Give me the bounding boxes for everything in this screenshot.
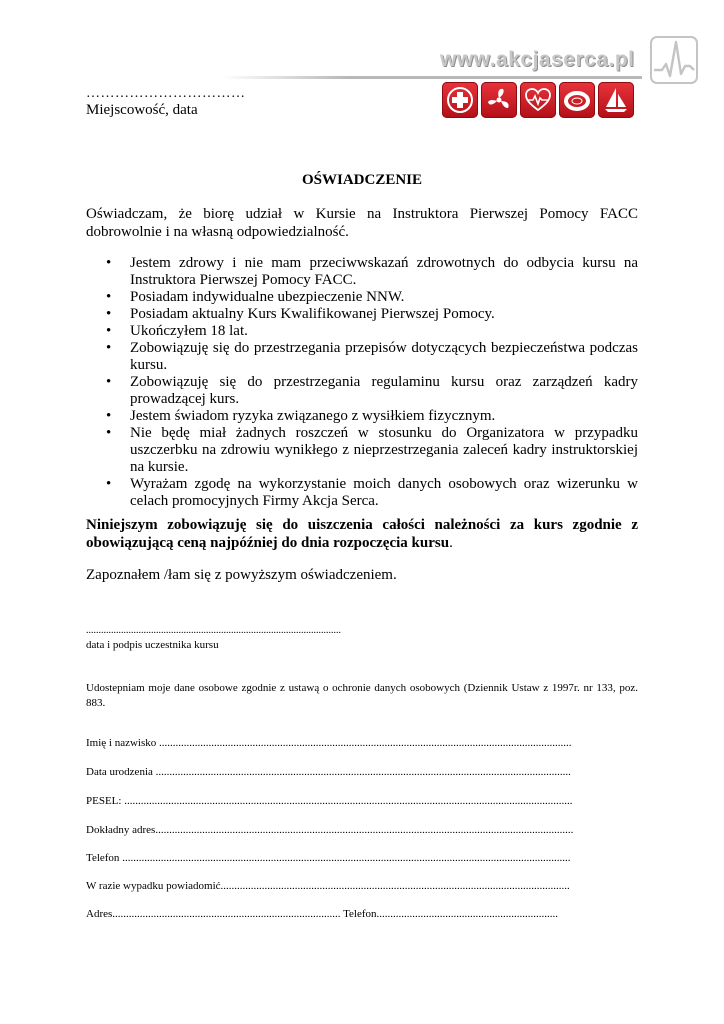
field-label: Telefon: [86, 852, 123, 864]
heart-pulse-icon: [520, 82, 556, 118]
field-label: W razie wypadku powiadomić: [86, 880, 221, 892]
place-date-line: ……………………………: [86, 86, 246, 101]
field-emergency-address-phone[interactable]: [86, 908, 638, 920]
field-birth-date[interactable]: [86, 766, 638, 778]
field-fill-line[interactable]: ...................................................................................................................................................................: [124, 795, 573, 807]
acknowledgement: Zapoznałem /łam się z powyższym oświadczeniem.: [86, 567, 397, 583]
field-label: Imię i nazwisko: [86, 737, 160, 749]
field-label: Dokładny adres: [86, 824, 156, 836]
list-item: • Zobowiązuję się do przestrzegania przepisów dotyczących bezpieczeństwa podczas kursu.: [86, 340, 638, 374]
list-item: • Zobowiązuję się do przestrzegania regulaminu kursu oraz zarządzeń kadry prowadzącej kurs.: [86, 374, 638, 408]
field-label: Adres: [86, 908, 113, 920]
signature-label: data i podpis uczestnika kursu: [86, 639, 219, 651]
list-item: • Posiadam aktualny Kurs Kwalifikowanej Pierwszej Pomocy.: [86, 306, 638, 323]
first-aid-cross-icon: [442, 82, 478, 118]
declarations-list: [86, 255, 638, 510]
field-phone[interactable]: [86, 852, 638, 864]
lifebuoy-icon: [559, 82, 595, 118]
field-fill-line[interactable]: ...............................................................................................................................: [220, 880, 570, 892]
field-emergency-contact[interactable]: [86, 880, 638, 892]
brand-url: www.akcjaserca.pl: [440, 48, 635, 71]
list-item: • Wyrażam zgodę na wykorzystanie moich danych osobowych oraz wizerunku w celach promocyjnych Firmy Akcja Serca.: [86, 476, 638, 510]
list-item: • Nie będę miał żadnych roszczeń w stosunku do Organizatora w przypadku uszczerbku na zdrowiu wynikłego z nieprzestrzegania zaleceń kadry instruktorskiej na kursie.: [86, 425, 638, 475]
list-item: • Posiadam indywidualne ubezpieczenie NNW.: [86, 289, 638, 306]
list-item: • Ukończyłem 18 lat.: [86, 323, 638, 340]
field-pesel[interactable]: [86, 795, 638, 807]
payment-obligation: [86, 516, 638, 552]
field-fill-line[interactable]: ...................................................................................: [112, 908, 341, 920]
service-icons: [442, 82, 634, 118]
field-fill-line[interactable]: .......................................................................................................................................................: [155, 766, 571, 778]
list-item: • Jestem zdrowy i nie mam przeciwwskazań zdrowotnych do odbycia kursu na Instruktora Pierwszej Pomocy FACC.: [86, 255, 638, 289]
sailboat-icon: [598, 82, 634, 118]
intro-paragraph: Oświadczam, że biorę udział w Kursie na Instruktora Pierwszej Pomocy FACC dobrowolnie i na własną odpowiedzialność.: [86, 206, 638, 240]
field-fill-line[interactable]: ........................................................................................................................................................: [155, 824, 574, 836]
payment-obligation-end: .: [449, 535, 453, 551]
document-title: OŚWIADCZENIE: [301, 172, 423, 188]
field-label: PESEL:: [86, 795, 125, 807]
data-consent-note: Udostepniam moje dane osobowe zgodnie z ustawą o ochronie danych osobowych (Dziennik Ustaw z 1997r. nr 133, poz. 883.: [86, 682, 638, 709]
field-label: Telefon: [340, 908, 377, 920]
propeller-icon: [481, 82, 517, 118]
heartbeat-logo-icon: [650, 36, 698, 84]
field-address[interactable]: [86, 824, 638, 836]
field-fill-line[interactable]: ..................................................................: [376, 908, 559, 920]
field-full-name[interactable]: [86, 737, 638, 749]
place-date-label: Miejscowość, data: [86, 102, 198, 118]
signature-line[interactable]: ......................................................................................................: [86, 625, 341, 636]
payment-obligation-text: Niniejszym zobowiązuję się do uiszczenia całości należności za kurs zgodnie z obowiązującą ceną najpóźniej do dnia rozpoczęcia kursu: [86, 517, 638, 551]
field-fill-line[interactable]: ...................................................................................................................................................................: [122, 852, 571, 864]
field-label: Data urodzenia: [86, 766, 156, 778]
list-item: • Jestem świadom ryzyka związanego z wysiłkiem fizycznym.: [86, 408, 638, 425]
field-fill-line[interactable]: ......................................................................................................................................................: [159, 737, 572, 749]
header-rule: [222, 76, 642, 79]
